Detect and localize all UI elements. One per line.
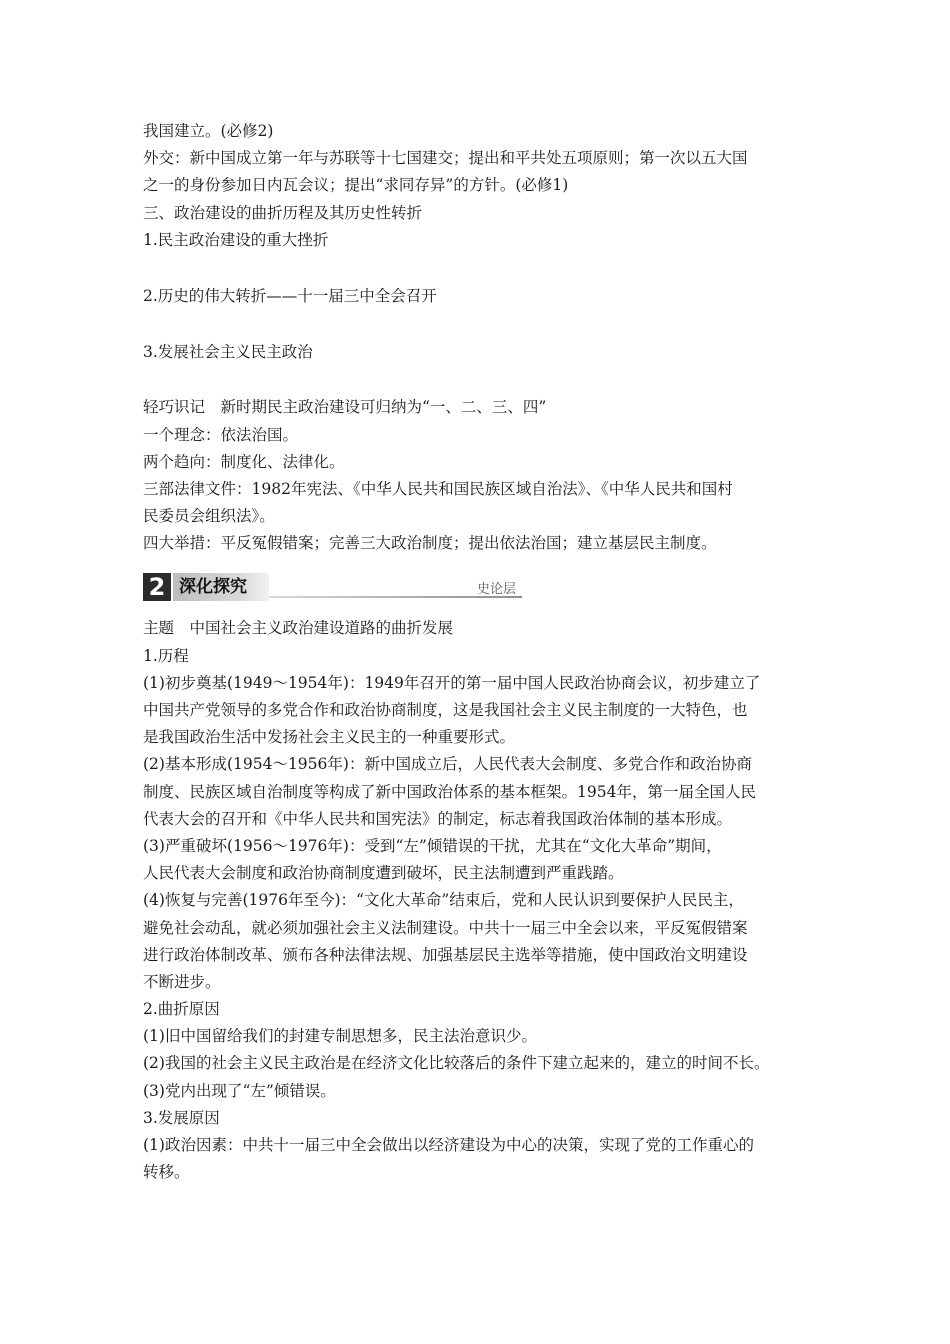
- subheading: 1.民主政治建设的重大挫折: [143, 230, 329, 249]
- body-section: [143, 615, 823, 1186]
- text-line: (4)恢复与完善(1976年至今)：“文化大革命”结束后，党和人民认识到要保护人民民主，: [143, 891, 744, 910]
- memo-title: 轻巧识记 新时期民主政治建设可归纳为“一、二、三、四”: [143, 398, 547, 417]
- text-line: 是我国政治生活中发扬社会主义民主的一种重要形式。: [143, 728, 516, 747]
- blank-space: [143, 366, 823, 394]
- text-line: (2)基本形成(1954～1956年)：新中国成立后，人民代表大会制度、多党合作和政治协商: [143, 755, 752, 774]
- text-line: 人民代表大会制度和政治协商制度遭到破坏，民主法制遭到严重践踏。: [143, 864, 624, 883]
- subheading: 3.发展原因: [143, 1108, 220, 1127]
- text-line: 一个理念：依法治国。: [143, 425, 299, 444]
- section-tag: 史论层: [477, 582, 517, 598]
- text-line: 外交：新中国成立第一年与苏联等十七国建交；提出和平共处五项原则；第一次以五大国: [143, 149, 748, 168]
- document-page: [143, 118, 823, 1186]
- text-line: (2)我国的社会主义民主政治是在经济文化比较落后的条件下建立起来的，建立的时间不长。: [143, 1054, 770, 1073]
- text-line: (3)党内出现了“左”倾错误。: [143, 1081, 336, 1100]
- subheading: 1.历程: [143, 646, 189, 665]
- section-title: 深化探究: [173, 573, 269, 601]
- text-line: 转移。: [143, 1163, 190, 1182]
- text-line: 中国共产党领导的多党合作和政治协商制度，这是我国社会主义民主制度的一大特色，也: [143, 701, 748, 719]
- text-line: 避免社会动乱，就必须加强社会主义法制建设。中共十一届三中全会以来，平反冤假错案: [143, 918, 748, 937]
- section-number-badge: 2: [143, 573, 171, 601]
- top-section: [143, 118, 823, 254]
- text-line: 我国建立。(必修2): [143, 122, 274, 140]
- text-line: 进行政治体制改革、颁布各种法律法规、加强基层民主选举等措施，使中国政治文明建设: [143, 945, 748, 964]
- text-line: 三部法律文件：1982年宪法、《中华人民共和国民族区域自治法》、《中华人民共和国村: [143, 479, 733, 498]
- memo-section: [143, 394, 823, 557]
- text-line: (1)旧中国留给我们的封建专制思想多，民主法治意识少。: [143, 1027, 537, 1046]
- text-line: 四大举措：平反冤假错案；完善三大政治制度；提出依法治国；建立基层民主制度。: [143, 534, 717, 553]
- text-line: (1)初步奠基(1949～1954年)：1949年召开的第一届中国人民政治协商会议，初步建立了: [143, 673, 761, 692]
- subheading: 3.发展社会主义民主政治: [143, 343, 313, 362]
- text-line: 制度、民族区域自治制度等构成了新中国政治体系的基本框架。1954年，第一届全国人民: [143, 782, 756, 801]
- text-line: 两个趋向：制度化、法律化。: [143, 452, 345, 471]
- text-line: 代表大会的召开和《中华人民共和国宪法》的制定，标志着我国政治体制的基本形成。: [143, 809, 733, 828]
- section-banner: [143, 573, 823, 601]
- topic-heading: 主题 中国社会主义政治建设道路的曲折发展: [143, 619, 454, 638]
- subheading: 2.历史的伟大转折——十一届三中全会召开: [143, 286, 437, 305]
- blank-space: [143, 254, 823, 283]
- section-heading: 三、政治建设的曲折历程及其历史性转折: [143, 203, 423, 222]
- subheading: 2.曲折原因: [143, 1000, 220, 1019]
- blank-space: [143, 310, 823, 339]
- text-line: (3)严重破坏(1956～1976年)：受到“左”倾错误的干扰，尤其在“文化大革命”期间，: [143, 836, 722, 855]
- text-line: 不断进步。: [143, 972, 221, 991]
- text-line: (1)政治因素：中共十一届三中全会做出以经济建设为中心的决策，实现了党的工作重心的: [143, 1136, 754, 1154]
- text-line: 之一的身份参加日内瓦会议；提出“求同存异”的方针。(必修1): [143, 176, 569, 195]
- text-line: 民委员会组织法》。: [143, 507, 275, 526]
